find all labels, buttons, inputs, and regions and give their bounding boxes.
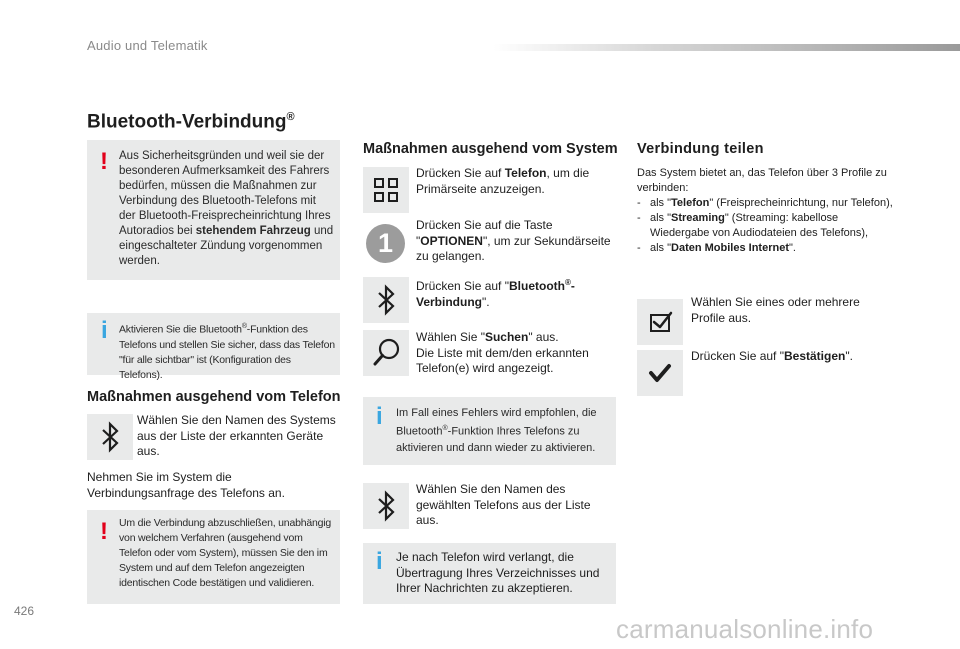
profile-item-daten: - als "Daten Mobiles Internet". [637, 242, 796, 254]
watermark-text: carmanualsonline.info [616, 614, 874, 644]
bluetooth-icon [87, 414, 133, 460]
phone-menu-grid-icon [363, 167, 409, 213]
bluetooth-icon-box [363, 277, 409, 323]
warning-exclamation-icon: ! [100, 148, 108, 175]
page-number: 426 [14, 604, 35, 618]
phone-grid-icon-box [363, 167, 409, 213]
phone-step1-text: Wählen Sie den Namen des Systems aus der Liste der erkannten Geräte aus. [137, 413, 336, 458]
info-box-activate-bluetooth [87, 313, 340, 381]
info-i-icon: i [101, 317, 108, 344]
step-number-badge: 1 [366, 224, 405, 263]
info-box-directory [363, 543, 616, 604]
info-text-activate-bluetooth: Aktivieren Sie die Bluetooth®-Funktion des Telefons und stellen Sie sicher, dass das Telefon "für alle sichtbar" ist (Konfiguration des Telefons). [119, 323, 335, 381]
section-header-title: Audio und Telematik [87, 38, 208, 53]
checkmark-icon-box [637, 350, 683, 396]
search-icon [363, 330, 409, 376]
bluetooth-icon [363, 483, 409, 529]
phone-step2-text: Nehmen Sie im System die Verbindungsanfrage des Telefons an. [87, 470, 285, 500]
profile-item-streaming: - als "Streaming" (Streaming: kabellose Wiedergabe von Audiodateien des Telefons), [637, 212, 869, 239]
info-box-error [363, 397, 616, 465]
bluetooth-icon-box [87, 414, 133, 460]
warning-box-code [87, 510, 340, 604]
info-i-icon: i [376, 403, 383, 430]
system-step5-text: Wählen Sie den Namen des gewählten Telefons aus der Liste aus. [416, 482, 591, 527]
heading-phone-actions: Maßnahmen ausgehend vom Telefon [87, 389, 341, 405]
warning-text-code: Um die Verbindung abzuschließen, unabhängig von welchem Verfahren (ausgehend vom Telefon oder vom System), müssen Sie den im System und auf dem Telefon angezeigten identischen Code bestätigen und validieren. [119, 517, 332, 589]
heading-system-actions: Maßnahmen ausgehend vom System [363, 141, 618, 157]
system-step4-text: Wählen Sie "Suchen" aus. Die Liste mit dem/den erkannten Telefon(e) wird angezeigt. [416, 330, 589, 375]
warning-box-safety [87, 140, 340, 280]
page-title: Bluetooth-Verbindung® [87, 111, 295, 133]
bluetooth-icon [363, 277, 409, 323]
share-step1-text: Wählen Sie eines oder mehrere Profile aus. [691, 295, 860, 325]
bluetooth-icon-box [363, 483, 409, 529]
heading-share-connection: Verbindung teilen [637, 141, 764, 157]
system-step1-text: Drücken Sie auf Telefon, um die Primärseite anzuzeigen. [416, 166, 590, 196]
header-gradient-bar [493, 44, 960, 51]
checkbox-icon-box [637, 299, 683, 345]
info-text-directory: Je nach Telefon wird verlangt, die Übertragung Ihres Verzeichnisses und Ihrer Nachrichten zu akzeptieren. [396, 550, 600, 595]
system-step3-text: Drücken Sie auf "Bluetooth®-Verbindung". [416, 278, 575, 309]
share-step2-text: Drücken Sie auf "Bestätigen". [691, 349, 853, 363]
warning-text-safety: Aus Sicherheitsgründen und weil sie der besonderen Aufmerksamkeit des Fahrers bedürfen, müssen die Maßnahmen zur Verbindung des Bluetooth-Telefons mit der Bluetooth-Freisprecheinrichtung Ihres Autoradios bei stehendem Fahrzeug und eingeschalteter Zündung vorgenommen werden. [119, 150, 334, 267]
info-i-icon: i [376, 548, 383, 575]
warning-exclamation-icon: ! [100, 518, 108, 545]
system-step2-text: Drücken Sie auf die Taste "OPTIONEN", um zur Sekundärseite zu gelangen. [416, 218, 611, 263]
share-intro-text: Das System bietet an, das Telefon über 3 Profile zu verbinden: [637, 167, 887, 194]
confirm-checkmark-icon [637, 350, 683, 396]
profile-item-telefon: - als "Telefon" (Freisprecheinrichtung, nur Telefon), [637, 197, 893, 209]
info-text-error: Im Fall eines Fehlers wird empfohlen, die Bluetooth®-Funktion Ihres Telefons zu aktivieren und dann wieder zu aktivieren. [396, 407, 597, 454]
search-icon-box [363, 330, 409, 376]
profile-list [637, 196, 897, 256]
checkbox-checked-icon [637, 299, 683, 345]
